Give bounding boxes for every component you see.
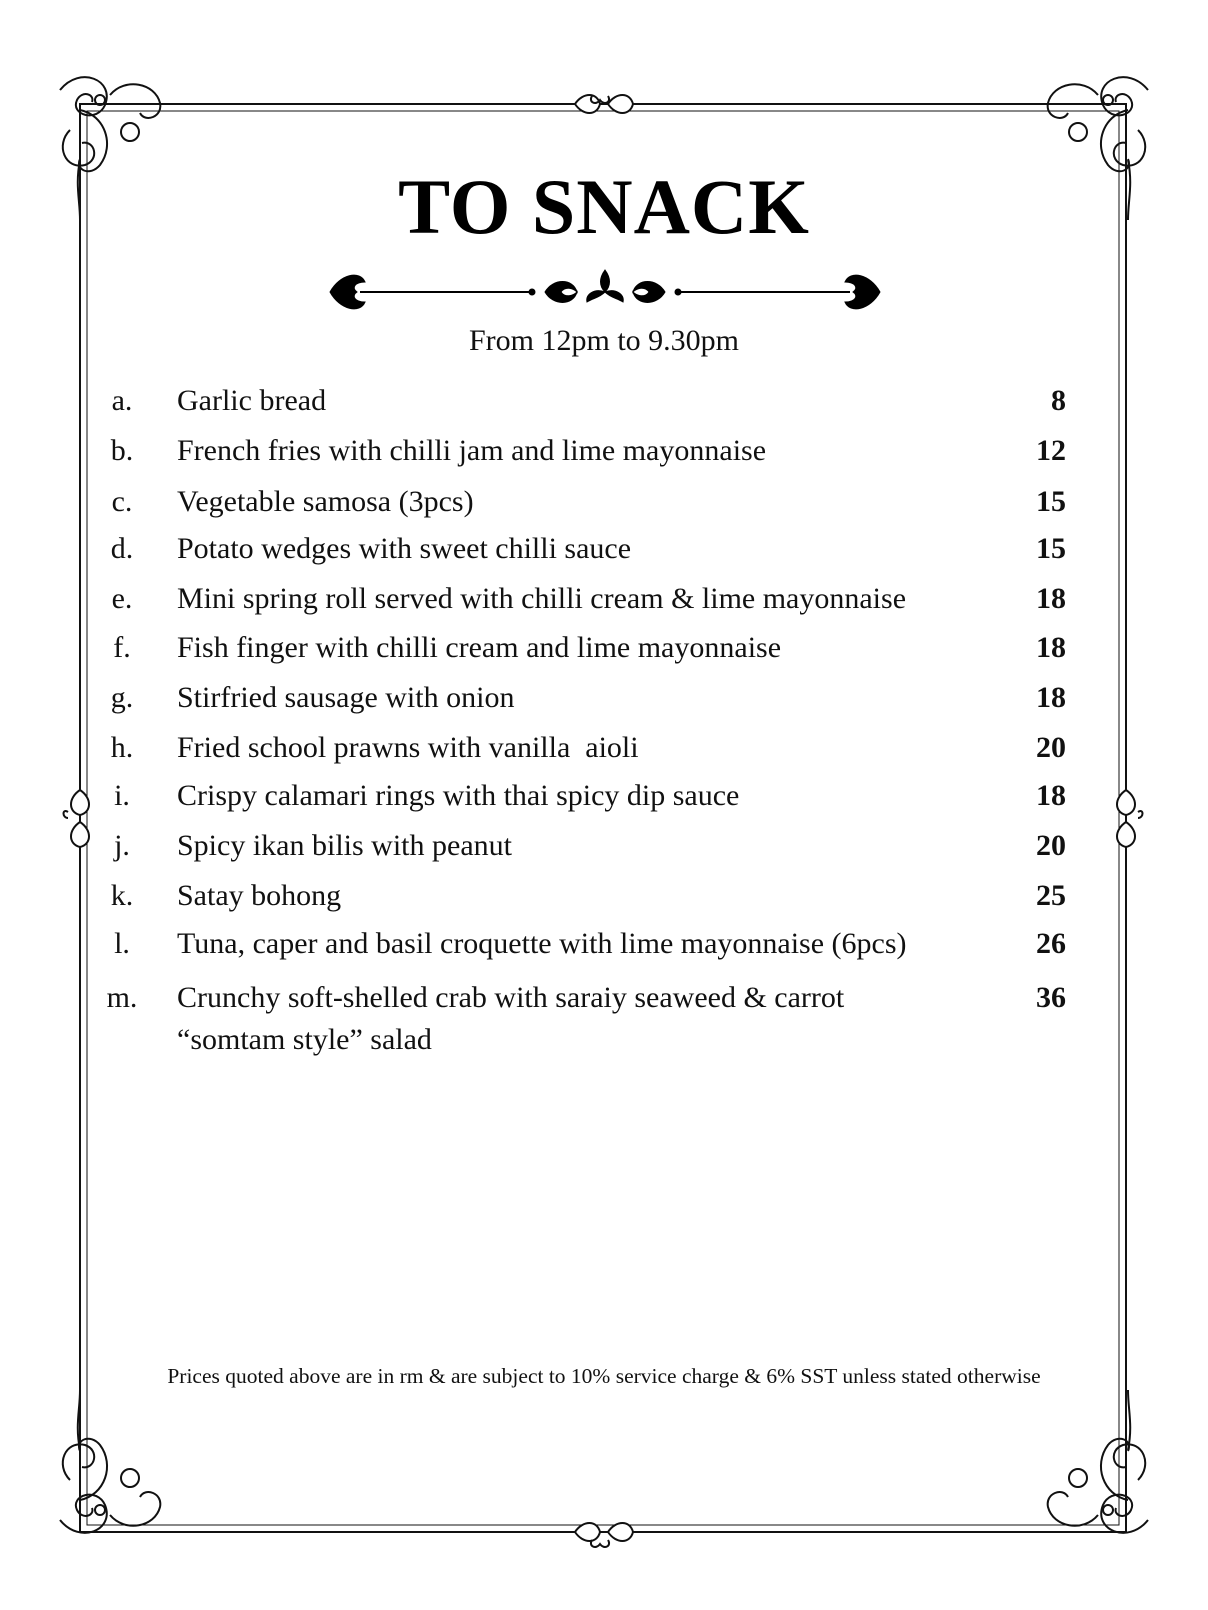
item-name: Satay bohong bbox=[177, 879, 342, 912]
item-price: 18 bbox=[1036, 631, 1066, 664]
item-price: 18 bbox=[1036, 681, 1066, 714]
left-center-scroll bbox=[64, 790, 90, 847]
item-letter: d. bbox=[110, 532, 134, 565]
bottom-center-scroll bbox=[575, 1523, 633, 1547]
item-price: 12 bbox=[1036, 434, 1066, 467]
item-price: 8 bbox=[1051, 384, 1066, 417]
item-name: Crispy calamari rings with thai spicy dip sauce bbox=[177, 779, 740, 812]
item-price: 26 bbox=[1036, 927, 1066, 960]
item-letter: a. bbox=[111, 384, 133, 417]
service-hours: From 12pm to 9.30pm bbox=[468, 324, 739, 357]
item-name: Garlic bread bbox=[177, 384, 327, 417]
item-price: 36 bbox=[1036, 981, 1066, 1014]
item-letter: l. bbox=[114, 927, 130, 960]
pricing-footnote: Prices quoted above are in rm & are subject to 10% service charge & 6% SST unless stated otherwise bbox=[167, 1364, 1041, 1388]
item-name: Tuna, caper and basil croquette with lime mayonnaise (6pcs) bbox=[177, 927, 907, 960]
right-center-scroll bbox=[1117, 790, 1143, 847]
item-name: Stirfried sausage with onion bbox=[177, 681, 515, 714]
item-price: 18 bbox=[1036, 582, 1066, 615]
item-name: Crunchy soft-shelled crab with saraiy seaweed & carrot “somtam style” salad bbox=[177, 981, 845, 1056]
item-letter: c. bbox=[111, 485, 133, 518]
menu-title: TO SNACK bbox=[398, 163, 810, 250]
corner-flourish-br bbox=[1048, 1390, 1148, 1533]
item-price: 20 bbox=[1036, 731, 1066, 764]
corner-flourish-bl bbox=[60, 1390, 160, 1533]
item-letter: k. bbox=[110, 879, 134, 912]
item-letter: j. bbox=[114, 829, 130, 862]
item-price: 20 bbox=[1036, 829, 1066, 862]
item-letter: m. bbox=[106, 981, 138, 1014]
item-letter: e. bbox=[111, 582, 133, 615]
item-price: 15 bbox=[1036, 532, 1066, 565]
item-name: Spicy ikan bilis with peanut bbox=[177, 829, 512, 862]
item-name: Vegetable samosa (3pcs) bbox=[177, 485, 474, 518]
item-name: Fish finger with chilli cream and lime mayonnaise bbox=[177, 631, 782, 664]
item-price: 25 bbox=[1036, 879, 1066, 912]
item-letter: f. bbox=[113, 631, 131, 664]
top-center-scroll bbox=[575, 95, 633, 113]
item-letter: g. bbox=[110, 681, 134, 714]
item-letter: i. bbox=[114, 779, 130, 812]
item-name: Mini spring roll served with chilli cream & lime mayonnaise bbox=[177, 582, 907, 615]
item-name: French fries with chilli jam and lime mayonnaise bbox=[177, 434, 767, 467]
item-letter: h. bbox=[110, 731, 134, 764]
item-name: Fried school prawns with vanilla aioli bbox=[177, 731, 639, 764]
item-price: 15 bbox=[1036, 485, 1066, 518]
item-letter: b. bbox=[110, 434, 134, 467]
item-price: 18 bbox=[1036, 779, 1066, 812]
item-name: Potato wedges with sweet chilli sauce bbox=[177, 532, 632, 565]
title-divider-ornament bbox=[320, 262, 890, 322]
